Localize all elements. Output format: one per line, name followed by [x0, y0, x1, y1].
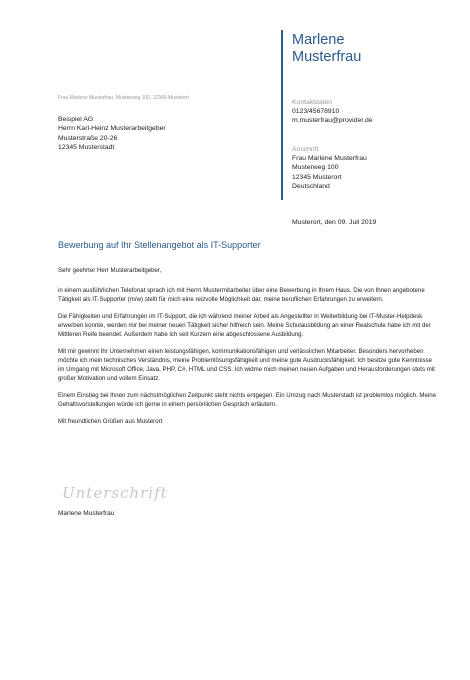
body-paragraph: Mit mir gewinnt Ihr Unternehmen einen leistungsfähigen, kommunikationsfähigen und verlässlichen Mitarbeiter. Besonders hervorheben möchte ich mein technisches Verständnis, meine Problemlösungsfähigkeit und meine gute Ausdrucksfähigkeit. Ich besitze gute Kenntnisse im Umgang mit Microsoft Office, Java, PHP, C#, HTML und CSS. Ich widme mich meinen neuen Aufgaben und Herausforderungen stets mit großer Motivation und vollem Einsatz.	[58, 348, 435, 382]
recipient-line: Musterstraße 20-26	[58, 134, 118, 142]
address-line: Deutschland	[292, 182, 330, 190]
address-label: Anschrift	[292, 146, 319, 153]
body-paragraph: in einem ausführlichen Telefonat sprach ich mit Herrn Mustermitarbeiter über eine Bewerbung in Ihrem Haus. Die von Ihnen angebotene Tätigkeit als IT-Supporter (m/w) stellt für mich eine reizvolle Möglichkeit dar, meine beruflichen Erfahrungen zu erweitern.	[58, 287, 425, 303]
recipient-address	[58, 115, 166, 152]
address-block	[292, 145, 367, 191]
body-paragraph: Einem Einstieg bei Ihnen zum nächstmöglichen Zeitpunkt steht nichts entgegen. Ein Umzug nach Musterstadt ist problemlos möglich. Meine Gehaltsvorstellungen würde ich gerne in einem persönlichen Gespräch erläutern.	[58, 392, 437, 408]
contact-phone: 0123/45678910	[292, 108, 340, 116]
recipient-line: Herrn Karl-Heinz Musterarbeitgeber	[58, 125, 166, 133]
letter-body	[58, 266, 438, 434]
contact-label: Kontaktdaten	[292, 99, 333, 106]
contact-email: m.musterfrau@provider.de	[292, 117, 373, 125]
sender-name	[292, 32, 361, 66]
accent-divider	[281, 30, 283, 200]
address-line: Musterweg 100	[292, 164, 339, 172]
recipient-line: Beispiel AG	[58, 116, 94, 123]
letter-subject: Bewerbung auf Ihr Stellenangebot als IT-Supporter	[58, 240, 261, 250]
return-address-line: Frau Marlene Musterfrau, Musterweg 100, 12345 Musterort	[58, 95, 190, 101]
contact-block	[292, 98, 373, 126]
signature-name: Marlene Musterfrau	[58, 510, 115, 517]
signature-placeholder: Unterschrift	[62, 484, 168, 502]
letter-date: Musterort, den 09. Juli 2019	[292, 219, 377, 226]
recipient-line: 12345 Musterstadt	[58, 143, 115, 151]
address-line: Frau Marlene Musterfrau	[292, 155, 367, 163]
body-paragraph: Die Fähigkeiten und Erfahrungen im IT-Support, die ich während meiner Arbeit als Angestellter in Weiterbildung bei IT-Muster-Helpdesk erwerben konnte, werden mir bei meiner neuen Tätigkeit sicher hilfreich sein. Meine Schulausbildung an einer Realschule habe ich mit der Mittleren Reife beendet. Außerdem habe ich seit Kurzem eine abgeschlossene Ausbildung.	[58, 313, 431, 338]
sender-last-name: Musterfrau	[292, 49, 362, 65]
closing: Mit freundlichen Grüßen aus Musterort	[58, 418, 163, 425]
salutation: Sehr geehrter Herr Musterarbeitgeber,	[58, 267, 162, 274]
address-line: 12345 Musterort	[292, 173, 342, 181]
sender-first-name: Marlene	[292, 32, 345, 48]
